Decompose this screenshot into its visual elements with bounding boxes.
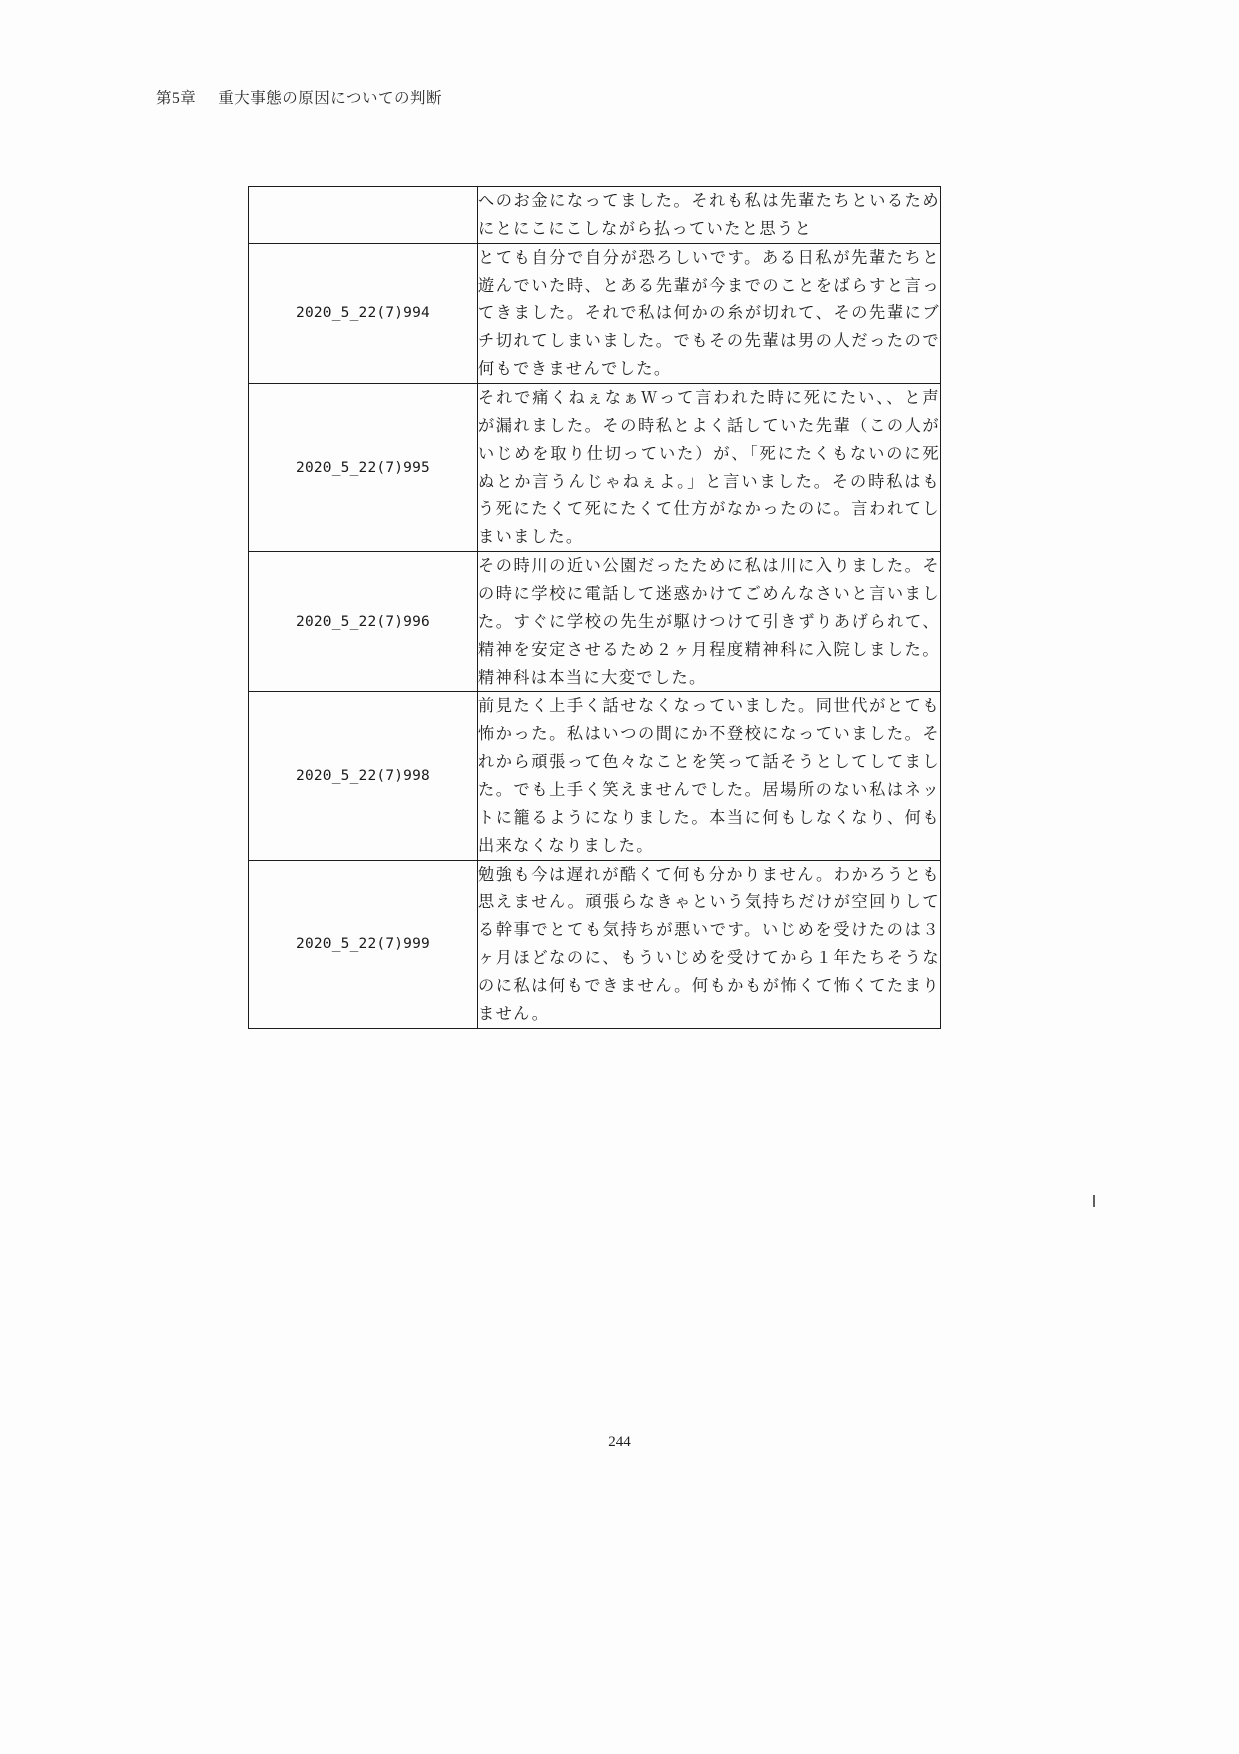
entry-id: 2020_5_22(7)999 (249, 860, 478, 1028)
chapter-label: 第5章 (156, 90, 197, 107)
table-row (249, 860, 941, 1028)
entry-text-cell (478, 384, 941, 552)
entry-text: それで痛くねぇなぁＷって言われた時に死にたい、、と声が漏れました。その時私とよく話していた先輩（この人がいじめを取り仕切っていた）が、「死にたくもないのに死ぬとか言うんじゃねぇよ。」と言いました。その時私はもう死にたくて死にたくて仕方がなかったのに。言われてしまいました。 (478, 388, 940, 547)
entry-id (249, 187, 478, 244)
entry-text-cell (478, 552, 941, 692)
entry-text: その時川の近い公園だったために私は川に入りました。その時に学校に電話して迷惑かけてごめんなさいと言いました。すぐに学校の先生が駆けつけて引きずりあげられて、精神を安定させるため２ヶ月程度精神科に入院しました。精神科は本当に大変でした。 (478, 556, 940, 687)
entry-id: 2020_5_22(7)998 (249, 692, 478, 860)
entry-id: 2020_5_22(7)995 (249, 384, 478, 552)
table-row (249, 692, 941, 860)
page-title: 重大事態の原因についての判断 (218, 90, 442, 107)
entry-id: 2020_5_22(7)994 (249, 243, 478, 383)
table-row (249, 243, 941, 383)
entry-text-cell (478, 692, 941, 860)
entry-text-cell (478, 187, 941, 244)
entry-text-cell (478, 860, 941, 1028)
transcript-body (249, 187, 941, 1029)
entry-text: へのお金になってました。それも私は先輩たちといるためにとにこにこしながら払っていたと思うと (478, 191, 940, 238)
entry-text: 勉強も今は遅れが酷くて何も分かりません。わかろうとも思えません。頑張らなきゃという気持ちだけが空回りしてる幹事でとても気持ちが悪いです。いじめを受けたのは３ヶ月ほどなのに、もういじめを受けてから１年たちそうなのに私は何もできません。何もかもが怖くて怖くてたまりません。 (478, 864, 940, 1023)
entry-text: とても自分で自分が恐ろしいです。ある日私が先輩たちと遊んでいた時、とある先輩が今までのことをばらすと言ってきました。それで私は何かの糸が切れて、その先輩にブチ切れてしまいました。でもその先輩は男の人だったので何もできませんでした。 (478, 247, 940, 379)
entry-id: 2020_5_22(7)996 (249, 552, 478, 692)
table-row (249, 384, 941, 552)
entry-text: 前見たく上手く話せなくなっていました。同世代がとても怖かった。私はいつの間にか不登校になっていました。それから頑張って色々なことを笑って話そうとしてしてました。でも上手く笑えませんでした。居場所のない私はネットに籠るようになりました。本当に何もしなくなり、何も出来なくなりました。 (478, 696, 940, 855)
entry-text-cell (478, 243, 941, 383)
page-number: 244 (608, 1434, 631, 1450)
scan-artifact (1093, 1195, 1095, 1207)
table-row (249, 552, 941, 692)
page-header (156, 86, 442, 108)
table-row (249, 187, 941, 244)
transcript-table (248, 186, 941, 1029)
